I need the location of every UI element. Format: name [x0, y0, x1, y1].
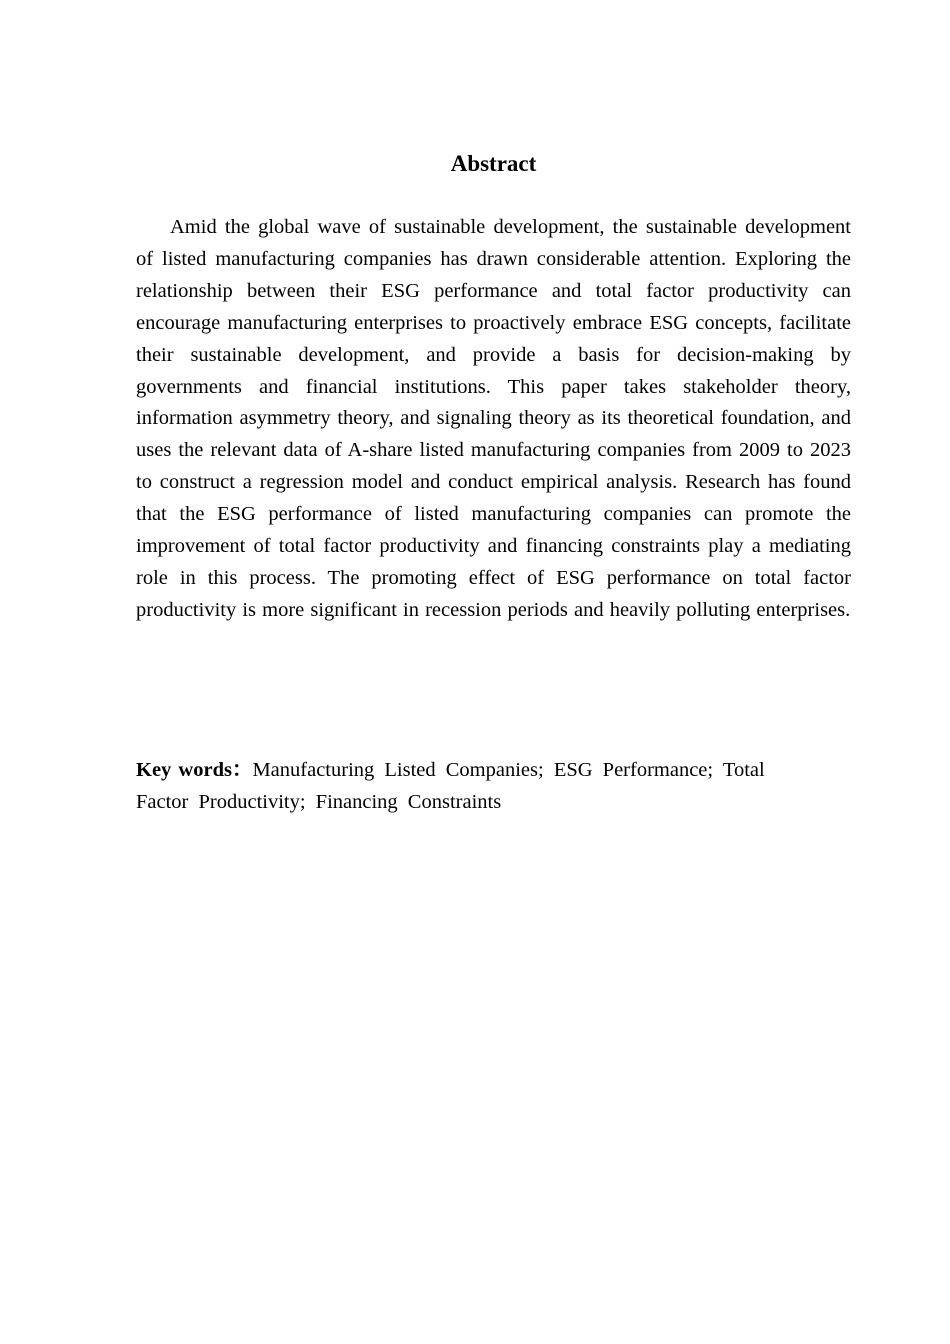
keywords-text: Manufacturing Listed Companies; ESG Performance; Total Factor Productivity; Financing Constraints [136, 759, 765, 813]
keywords-label: Key words： [136, 759, 253, 781]
keywords-line [136, 755, 826, 818]
abstract-paragraph: Amid the global wave of sustainable development, the sustainable development of listed manufacturing companies has drawn considerable attention. Exploring the relationship between their ESG performance and total factor productivity can encourage manufacturing enterprises to proactively embrace ESG concepts, facilitate their sustainable development, and provide a basis for decision-making by governments and financial institutions. This paper takes stakeholder theory, information asymmetry theory, and signaling theory as its theoretical foundation, and uses the relevant data of A-share listed manufacturing companies from 2009 to 2023 to construct a regression model and conduct empirical analysis. Research has found that the ESG performance of listed manufacturing companies can promote the improvement of total factor productivity and financing constraints play a mediating role in this process. The promoting effect of ESG performance on total factor productivity is more significant in recession periods and heavily polluting enterprises. [136, 216, 851, 621]
abstract-heading: Abstract [450, 151, 537, 176]
